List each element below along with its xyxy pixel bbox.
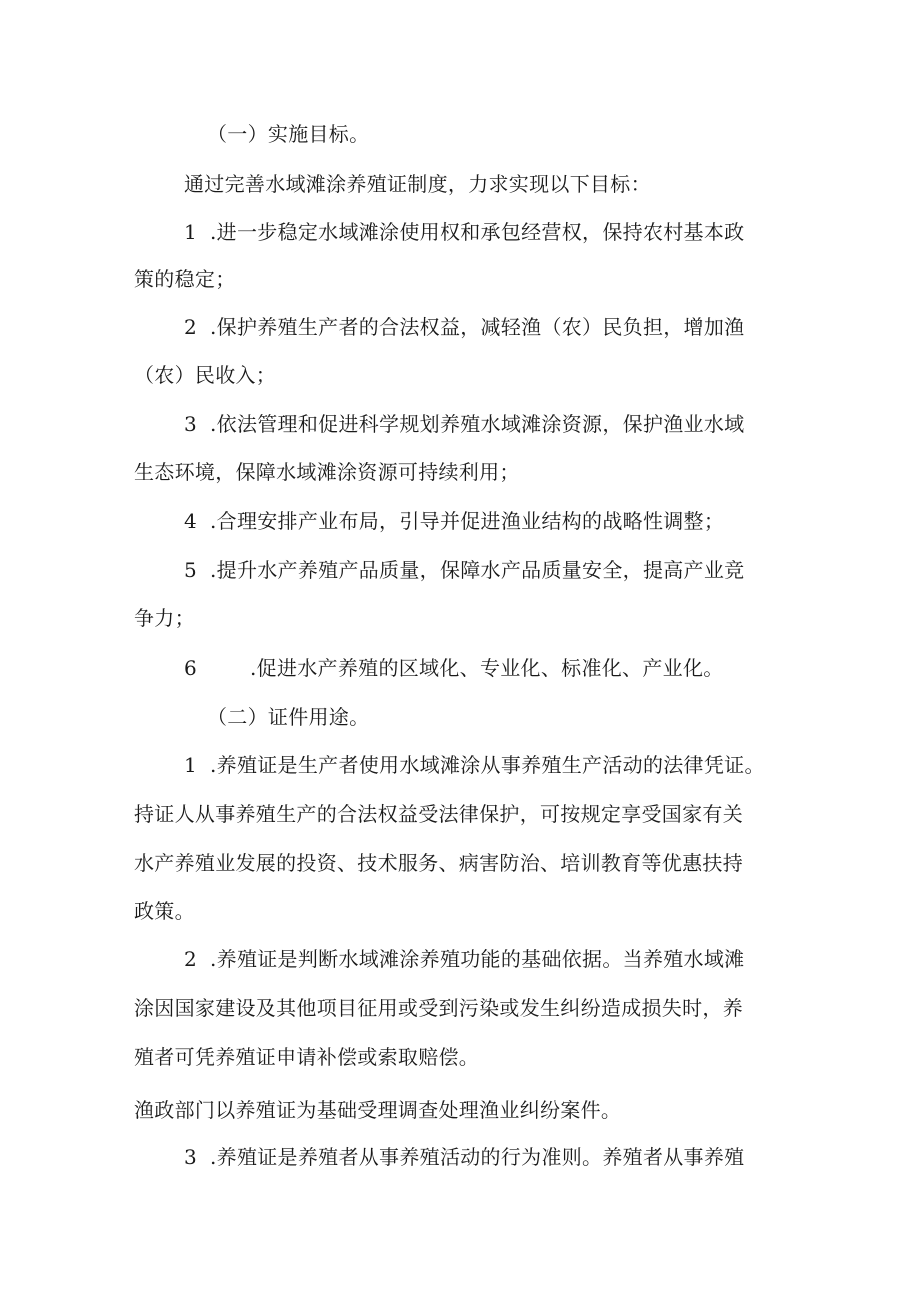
item-number: 4 — [184, 509, 198, 533]
item-number: 1 — [184, 220, 198, 244]
item-number: 5 — [184, 558, 198, 582]
item-number: 3 — [184, 412, 198, 436]
objective-item-2-line-1: 2 .保护养殖生产者的合法权益，减轻渔（农）民负担，增加渔 — [184, 315, 745, 339]
use-item-2-line-1: 2 .养殖证是判断水域滩涂养殖功能的基础依据。当养殖水域滩 — [184, 947, 745, 971]
use-item-1-line-3: 水产养殖业发展的投资、技术服务、病害防治、培训教育等优惠扶持 — [134, 851, 743, 875]
use-item-2-line-2: 涂因国家建设及其他项目征用或受到污染或发生纠纷造成损失时，养 — [134, 996, 743, 1020]
use-item-2-extra-paragraph: 渔政部门以养殖证为基础受理调查处理渔业纠纷案件。 — [134, 1098, 622, 1122]
objectives-intro: 通过完善水域滩涂养殖证制度，力求实现以下目标： — [184, 172, 651, 196]
objective-item-6: 6 .促进水产养殖的区域化、专业化、标准化、产业化。 — [184, 656, 724, 680]
item-number: 6 — [184, 656, 198, 680]
objective-item-1-line-1: 1 .进一步稳定水域滩涂使用权和承包经营权，保持农村基本政 — [184, 220, 745, 244]
objective-item-4: 4 .合理安排产业布局，引导并促进渔业结构的战略性调整； — [184, 509, 725, 533]
item-number: 2 — [184, 947, 198, 971]
use-item-1-line-1: 1 .养殖证是生产者使用水域滩涂从事养殖生产活动的法律凭证。 — [184, 753, 765, 777]
item-number: 2 — [184, 315, 198, 339]
item-number: 1 — [184, 753, 198, 777]
objective-item-3-line-2: 生态环境，保障水域滩涂资源可持续利用； — [134, 460, 520, 484]
objective-item-2-line-2: （农）民收入； — [134, 363, 277, 387]
section-heading-objectives: （一）实施目标。 — [207, 122, 370, 146]
section-heading-certificate-uses: （二）证件用途。 — [207, 705, 370, 729]
objective-item-1-line-2: 策的稳定； — [134, 267, 236, 291]
objective-item-5-line-2: 争力； — [134, 606, 195, 630]
use-item-3-line-1: 3 .养殖证是养殖者从事养殖活动的行为准则。养殖者从事养殖 — [184, 1145, 745, 1169]
item-number: 3 — [184, 1145, 198, 1169]
objective-item-5-line-1: 5 .提升水产养殖产品质量，保障水产品质量安全，提高产业竞 — [184, 558, 745, 582]
use-item-1-line-2: 持证人从事养殖生产的合法权益受法律保护，可按规定享受国家有关 — [134, 802, 743, 826]
objective-item-3-line-1: 3 .依法管理和促进科学规划养殖水域滩涂资源，保护渔业水域 — [184, 412, 745, 436]
use-item-2-line-3: 殖者可凭养殖证申请补偿或索取赔偿。 — [134, 1045, 480, 1069]
use-item-1-line-4: 政策。 — [134, 899, 195, 923]
